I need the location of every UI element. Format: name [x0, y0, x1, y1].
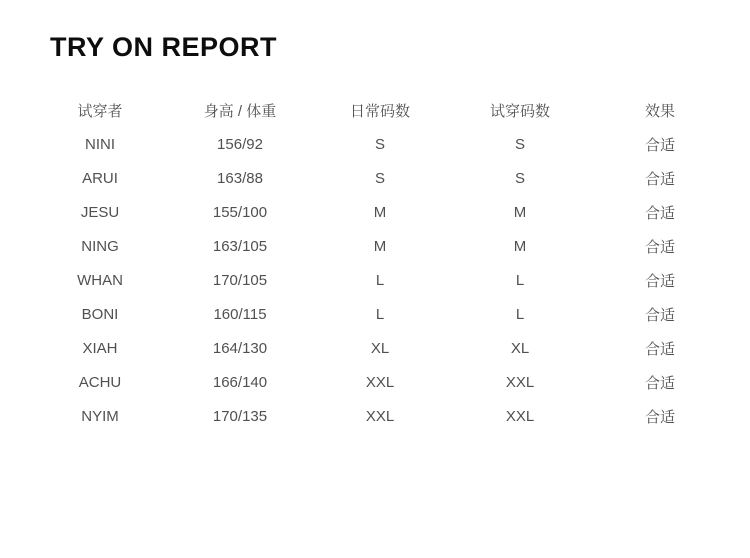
- tester-name-cell: ACHU: [78, 373, 122, 391]
- height-weight-cell: 166/140: [212, 373, 268, 391]
- effect-cell: 合适: [644, 374, 675, 392]
- tester-name-cell: BONI: [81, 305, 119, 323]
- tester-name-cell: NINI: [85, 135, 115, 153]
- effect-cell: 合适: [644, 408, 675, 426]
- table-body: [30, 127, 730, 433]
- tryon-size-cell: M: [513, 203, 527, 221]
- tryon-size-cell: XXL: [505, 407, 535, 425]
- header-tester: 试穿者: [77, 102, 123, 120]
- table-header-row: [30, 93, 730, 127]
- effect-cell: 合适: [644, 272, 675, 290]
- table-row: [30, 161, 730, 195]
- tryon-size-cell: M: [513, 237, 527, 255]
- effect-cell: 合适: [644, 204, 675, 222]
- usual-size-cell: XXL: [365, 373, 395, 391]
- usual-size-cell: XL: [370, 339, 390, 357]
- table-row: [30, 399, 730, 433]
- usual-size-cell: S: [374, 135, 385, 153]
- tryon-size-cell: S: [514, 169, 525, 187]
- tester-name-cell: JESU: [80, 203, 120, 221]
- height-weight-cell: 170/105: [212, 271, 268, 289]
- table-row: [30, 297, 730, 331]
- try-on-table: [30, 93, 730, 433]
- height-weight-cell: 155/100: [212, 203, 268, 221]
- tryon-size-cell: L: [515, 305, 525, 323]
- effect-cell: 合适: [644, 136, 675, 154]
- usual-size-cell: XXL: [365, 407, 395, 425]
- effect-cell: 合适: [644, 238, 675, 256]
- tryon-size-cell: XL: [510, 339, 530, 357]
- table-row: [30, 331, 730, 365]
- tryon-size-cell: S: [514, 135, 525, 153]
- usual-size-cell: S: [374, 169, 385, 187]
- tester-name-cell: ARUI: [82, 169, 118, 187]
- height-weight-cell: 163/105: [212, 237, 268, 255]
- table-row: [30, 127, 730, 161]
- tester-name-cell: XIAH: [82, 339, 118, 357]
- height-weight-cell: 164/130: [212, 339, 268, 357]
- table-row: [30, 365, 730, 399]
- table-row: [30, 195, 730, 229]
- tester-name-cell: NING: [81, 237, 119, 255]
- table-row: [30, 263, 730, 297]
- height-weight-cell: 160/115: [213, 305, 267, 323]
- usual-size-cell: L: [375, 305, 385, 323]
- tester-name-cell: WHAN: [77, 271, 123, 289]
- height-weight-cell: 170/135: [212, 407, 268, 425]
- tryon-size-cell: XXL: [505, 373, 535, 391]
- usual-size-cell: M: [373, 203, 387, 221]
- usual-size-cell: M: [373, 237, 387, 255]
- tryon-size-cell: L: [515, 271, 525, 289]
- effect-cell: 合适: [644, 306, 675, 324]
- height-weight-cell: 163/88: [217, 169, 263, 187]
- header-effect: 效果: [644, 102, 675, 120]
- page-title: TRY ON REPORT: [50, 32, 278, 63]
- header-usual-size: 日常码数: [349, 102, 410, 120]
- header-tryon-size: 试穿码数: [489, 102, 550, 120]
- table-row: [30, 229, 730, 263]
- tester-name-cell: NYIM: [81, 407, 119, 425]
- effect-cell: 合适: [644, 340, 675, 358]
- effect-cell: 合适: [644, 170, 675, 188]
- height-weight-cell: 156/92: [217, 135, 263, 153]
- header-height-weight: 身高 / 体重: [203, 102, 277, 120]
- usual-size-cell: L: [375, 271, 385, 289]
